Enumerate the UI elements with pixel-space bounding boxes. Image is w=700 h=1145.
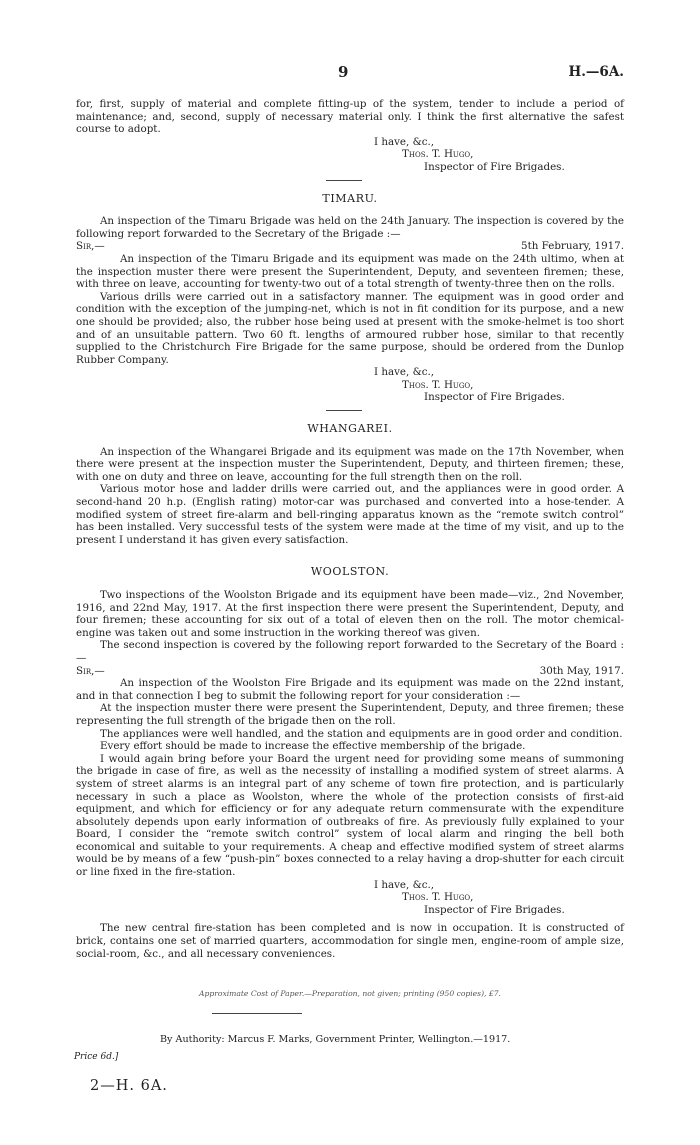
intro-continuation: for, first, supply of material and complete fitting-up of the system, tender to include a period of maintenance; and, second, supply of necessary material only. I think the first alternative the safest course to adopt. bbox=[76, 98, 624, 136]
document-reference: H.—6A. bbox=[568, 64, 624, 80]
whangarei-paragraph-1: An inspection of the Whangarei Brigade and its equipment was made on the 17th November, when there were present at the inspection muster the Superintendent, Deputy, and thirteen firemen; these, with one on duty and three on leave, accounting for the full strength then on the roll. bbox=[76, 445, 624, 483]
woolston-report-2: At the inspection muster there were present the Superintendent, Deputy, and three firemen; these representing the full strength of the brigade then on the roll. bbox=[76, 702, 624, 727]
price-note: Price 6d.] bbox=[74, 1052, 119, 1062]
page-header bbox=[76, 63, 624, 82]
whangarei-paragraph-2: Various motor hose and ladder drills were carried out, and the appliances were in good order. A second-hand 20 h.p. (English rating) motor-car was purchased and converted into a hose-tender. A modified system of street fire-alarm and bell-ringing apparatus known as the “remote switch control” has been installed. Very successful tests of the system were made at the time of my visit, and up to the present I understand it has given every satisfaction. bbox=[76, 483, 624, 546]
signature-have: I have, &c., bbox=[374, 366, 435, 379]
woolston-paragraph-1: Two inspections of the Woolston Brigade and its equipment have been made—viz., 2nd November, 1916, and 22nd May, 1917. At the first inspection there were present the Superintendent, Deputy, and four firemen; these accounting for six out of a total of eleven then on the roll. The motor chemical-engine was taken out and some instruction in the working thereof was given. bbox=[76, 589, 624, 639]
letter-date: 5th February, 1917. bbox=[521, 240, 624, 253]
section-heading-timaru: TIMARU. bbox=[322, 191, 378, 205]
signature-name: Thos. T. Hugo, bbox=[402, 891, 474, 904]
salutation: Sir,— bbox=[76, 664, 105, 677]
woolston-letter-header bbox=[76, 665, 624, 678]
section-divider bbox=[326, 410, 362, 411]
signature-mark: 2—H. 6A. bbox=[90, 1078, 168, 1094]
section-heading-woolston: WOOLSTON. bbox=[310, 565, 390, 579]
woolston-report-3: The appliances were well handled, and the station and equipments are in good order and condition. bbox=[100, 727, 623, 740]
woolston-report-4: Every effort should be made to increase the effective membership of the brigade. bbox=[100, 740, 526, 753]
letter-date: 30th May, 1917. bbox=[539, 664, 624, 677]
timaru-letter-header bbox=[76, 240, 624, 253]
page-content bbox=[76, 98, 624, 1001]
approximate-cost-note: Approximate Cost of Paper.—Preparation, not given; printing (950 copies), £7. bbox=[199, 989, 501, 999]
printer-authority: By Authority: Marcus F. Marks, Government Printer, Wellington.—1917. bbox=[160, 1034, 511, 1045]
page-number: 9 bbox=[338, 63, 349, 81]
timaru-signature bbox=[76, 366, 624, 404]
signature-name: Thos. T. Hugo, bbox=[402, 148, 474, 161]
woolston-paragraph-3: The new central fire-station has been completed and is now in occupation. It is constructed of brick, contains one set of married quarters, accommodation for single men, engine-room of ample size, social-room, &c., and all necessary conveniences. bbox=[76, 922, 624, 960]
signature-have: I have, &c., bbox=[374, 135, 435, 148]
salutation: Sir,— bbox=[76, 240, 105, 253]
signature-title: Inspector of Fire Brigades. bbox=[424, 160, 565, 173]
section-heading-whangarei: WHANGAREI. bbox=[307, 422, 393, 436]
woolston-report-1: An inspection of the Woolston Fire Brigade and its equipment was made on the 22nd instant, and in that connection I beg to submit the following report for your consideration :— bbox=[76, 677, 624, 702]
signature-title: Inspector of Fire Brigades. bbox=[424, 903, 565, 916]
woolston-paragraph-2: The second inspection is covered by the following report forwarded to the Secretary of the Board :— bbox=[76, 639, 624, 664]
woolston-report-5: I would again bring before your Board the urgent need for providing some means of summoning the brigade in case of fire, as well as the necessity of installing a modified system of street alarms. A system of street alarms is an integral part of any scheme of town fire protection, and is particularly necessary in such a place as Woolston, where the whole of the protection consists of first-aid equipment, and which for efficiency or for any adequate return commensurate with the expenditure absolutely depends upon early information of outbreaks of fire. As previously fully explained to your Board, I consider the “remote switch control” system of local alarm and ringing the bell both economical and suitable to your requirements. A cheap and effective modified system of street alarms would be by means of a few “push-pin” boxes connected to a relay having a drop-shutter for each circuit or line fixed in the fire-station. bbox=[76, 752, 624, 879]
woolston-signature bbox=[76, 879, 624, 917]
signature-name: Thos. T. Hugo, bbox=[402, 378, 474, 391]
section-divider bbox=[326, 180, 362, 181]
footer-divider bbox=[212, 1013, 302, 1014]
timaru-paragraph-2: Various drills were carried out in a satisfactory manner. The equipment was in good order and condition with the exception of the jumping-net, which is not in fit condition for its purpose, and a new one should be provided; also, the rubber hose being used at present with the smoke-helmet is too short and of an unsuitable pattern. Two 60 ft. lengths of armoured rubber hose, similar to that recently supplied to the Christchurch Fire Brigade for the same purpose, should be ordered from the Dunlop Rubber Company. bbox=[76, 290, 624, 366]
timaru-paragraph-1: An inspection of the Timaru Brigade and its equipment was made on the 24th ultimo, when at the inspection muster there were present the Superintendent, Deputy, and seventeen firemen; these, with three on leave, accounting for twenty-two out of a total strength of twenty-three then on the rolls. bbox=[76, 252, 624, 291]
signature-title: Inspector of Fire Brigades. bbox=[424, 391, 565, 404]
intro-signature bbox=[76, 136, 624, 174]
timaru-intro: An inspection of the Timaru Brigade was held on the 24th January. The inspection is covered by the following report forwarded to the Secretary of the Brigade :— bbox=[76, 215, 624, 240]
signature-have: I have, &c., bbox=[374, 878, 435, 891]
